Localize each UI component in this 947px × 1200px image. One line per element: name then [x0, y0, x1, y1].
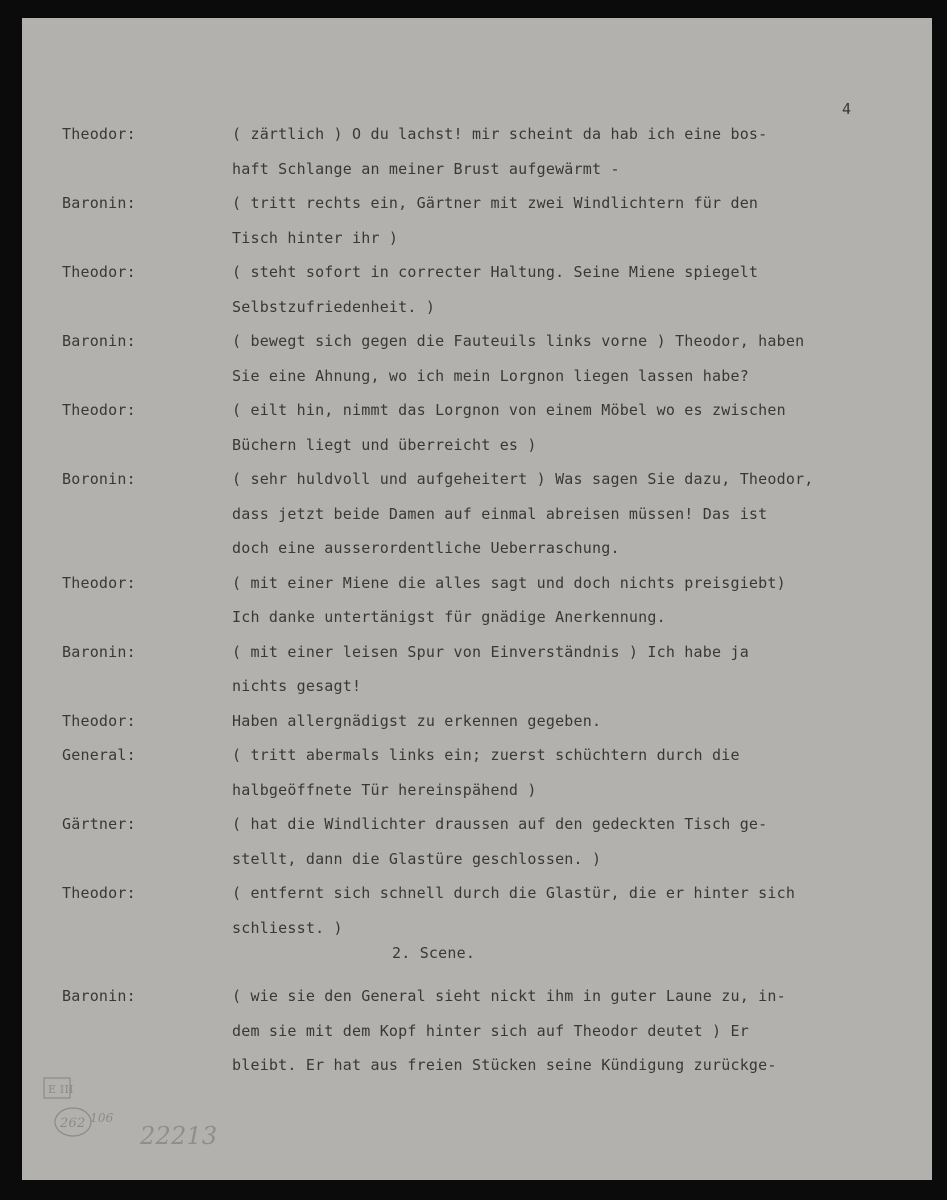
page-number: 4	[842, 100, 852, 118]
dialogue-line: ( mit einer leisen Spur von Einverständnis ) Ich habe ja	[232, 642, 749, 661]
dialogue-line: nichts gesagt!	[232, 677, 362, 695]
dialogue-line: ( mit einer Miene die alles sagt und doch nichts preisgiebt)	[232, 573, 786, 592]
speaker-name: Theodor:	[62, 711, 136, 730]
speaker-name: Baronin:	[62, 194, 136, 212]
dialogue-line: ( bewegt sich gegen die Fauteuils links vorne ) Theodor, haben	[232, 332, 805, 350]
dialogue-line: Sie eine Ahnung, wo ich mein Lorgnon liegen lassen habe?	[232, 366, 749, 385]
dialogue-line: haft Schlange an meiner Brust aufgewärmt -	[232, 159, 620, 178]
archive-marks	[40, 1070, 260, 1150]
dialogue-line: ( entfernt sich schnell durch die Glastür, die er hinter sich	[232, 884, 796, 902]
dialogue-line: ( eilt hin, nimmt das Lorgnon von einem Möbel wo es zwischen	[232, 401, 786, 419]
speaker-name: Baronin:	[62, 642, 136, 661]
dialogue-line: bleibt. Er hat aus freien Stücken seine Kündigung zurückge-	[232, 1056, 777, 1074]
dialogue-line: ( tritt rechts ein, Gärtner mit zwei Windlichtern für den	[232, 194, 759, 212]
dialogue-line: Ich danke untertänigst für gnädige Anerkennung.	[232, 608, 666, 626]
speaker-name: Theodor:	[62, 573, 136, 592]
speaker-name: Theodor:	[62, 884, 136, 902]
dialogue-line: ( sehr huldvoll und aufgeheitert ) Was sagen Sie dazu, Theodor,	[232, 470, 814, 488]
speaker-name: General:	[62, 746, 136, 764]
speaker-name: Gärtner:	[62, 815, 136, 833]
speaker-name: Baronin:	[62, 332, 136, 350]
dialogue-line: ( hat die Windlichter draussen auf den gedeckten Tisch ge-	[232, 815, 768, 833]
dialogue-line: halbgeöffnete Tür hereinspähend )	[232, 780, 537, 799]
archive-box-text: E III	[48, 1083, 74, 1096]
dialogue-line: ( tritt abermals links ein; zuerst schüchtern durch die	[232, 746, 740, 764]
archive-number-text: 22213	[140, 1122, 218, 1150]
speaker-name: Theodor:	[62, 263, 136, 281]
dialogue-line: Büchern liegt und überreicht es )	[232, 435, 537, 454]
speaker-name: Theodor:	[62, 125, 136, 143]
typescript-page	[22, 18, 932, 1180]
dialogue-line: ( steht sofort in correcter Haltung. Seine Miene spiegelt	[232, 263, 759, 281]
dialogue-line: Tisch hinter ihr )	[232, 228, 399, 247]
dialogue-line: Selbstzufriedenheit. )	[232, 297, 436, 316]
dialogue-line: doch eine ausserordentliche Ueberraschung.	[232, 539, 620, 557]
speaker-name: Theodor:	[62, 401, 136, 419]
archive-suffix-text: 106	[90, 1111, 114, 1125]
dialogue-line: ( wie sie den General sieht nickt ihm in guter Laune zu, in-	[232, 987, 786, 1005]
archive-circled-text: 262	[60, 1116, 86, 1131]
dialogue-line: Haben allergnädigst zu erkennen gegeben.	[232, 711, 602, 730]
speaker-name: Boronin:	[62, 470, 136, 488]
dialogue-line: dass jetzt beide Damen auf einmal abreisen müssen! Das ist	[232, 504, 768, 523]
scene-heading: 2. Scene.	[392, 944, 476, 962]
dialogue-line: ( zärtlich ) O du lachst! mir scheint da hab ich eine bos-	[232, 125, 768, 143]
speaker-name: Baronin:	[62, 987, 136, 1005]
dialogue-line: dem sie mit dem Kopf hinter sich auf Theodor deutet ) Er	[232, 1021, 749, 1040]
dialogue-line: stellt, dann die Glastüre geschlossen. )	[232, 849, 602, 868]
dialogue-line: schliesst. )	[232, 918, 343, 937]
